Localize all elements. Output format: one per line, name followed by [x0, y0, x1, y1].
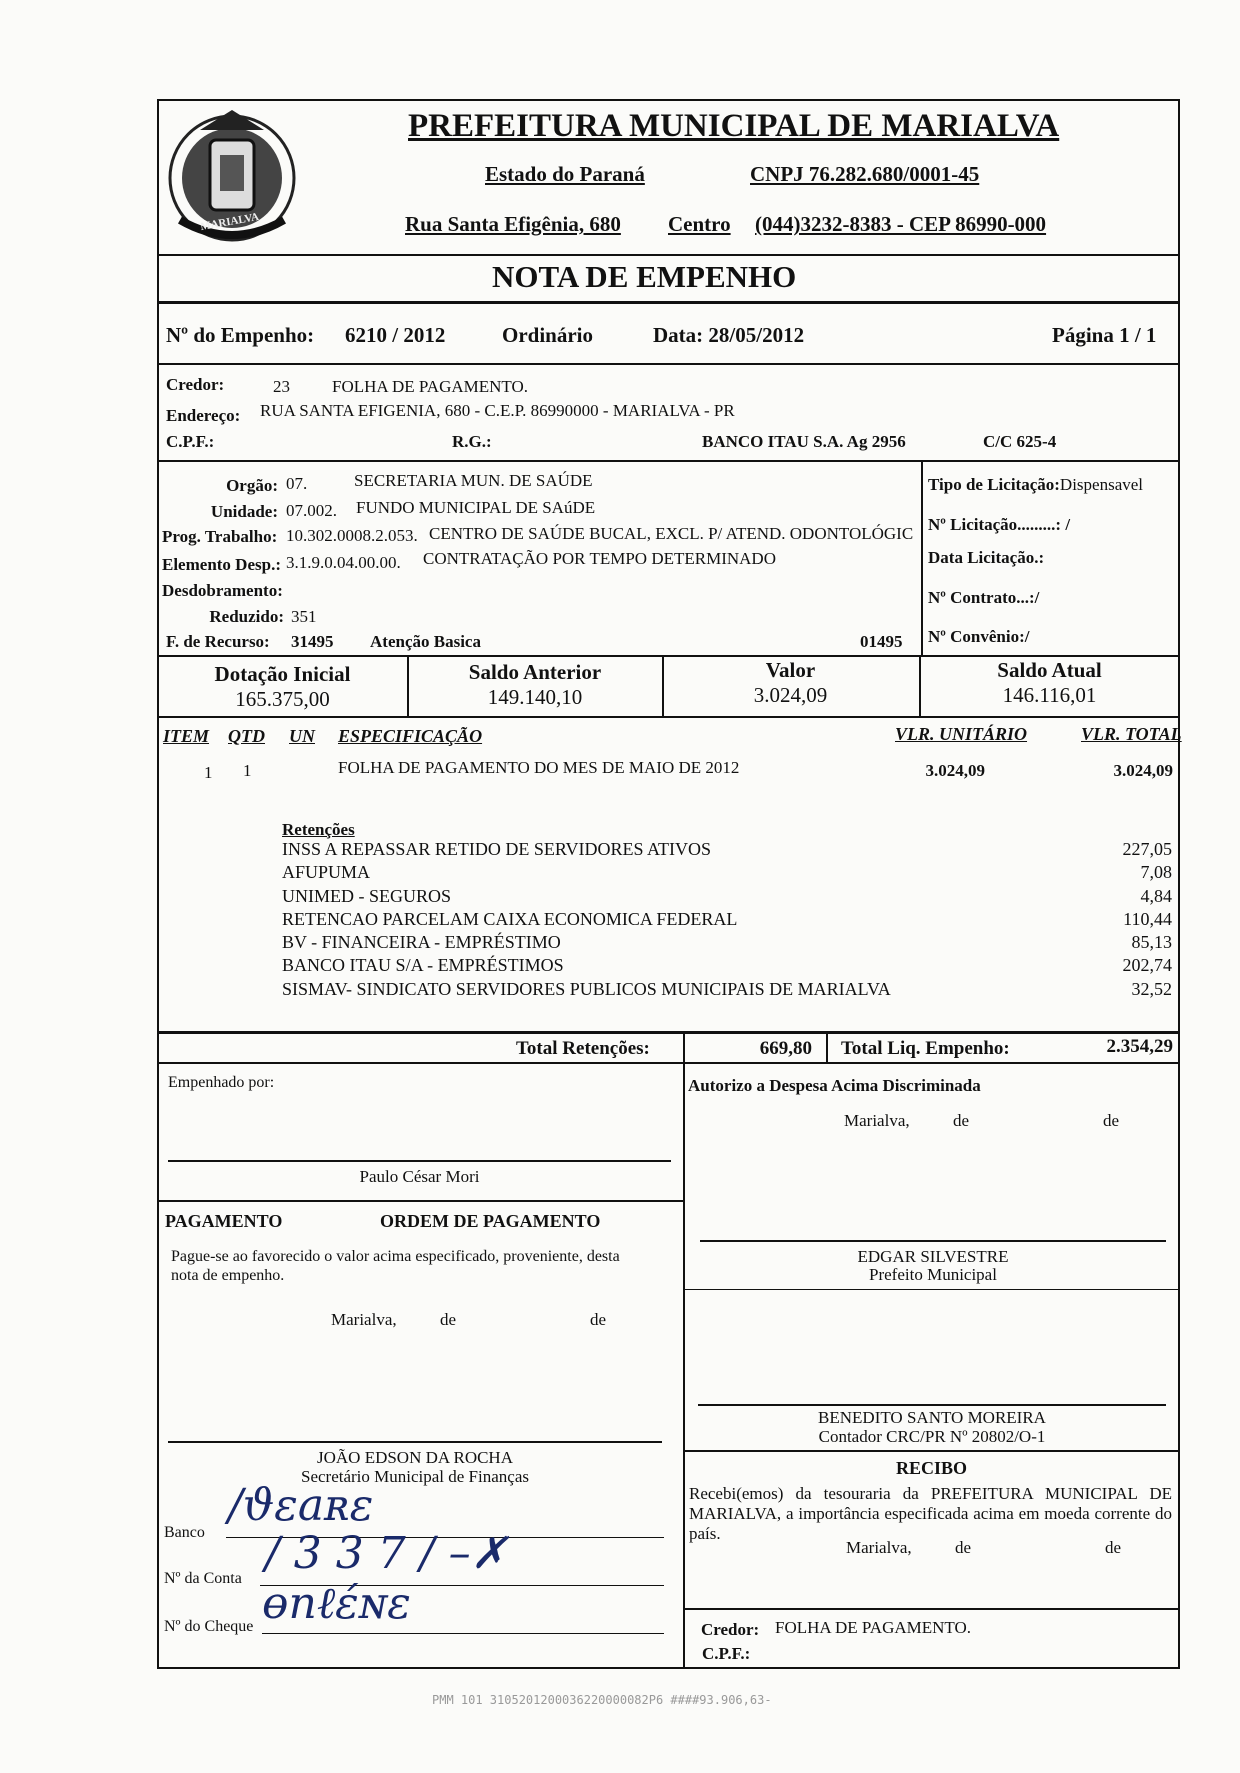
unidade-code: 07.002. [286, 501, 337, 520]
divider [921, 460, 923, 656]
credor-code: 23 [273, 377, 290, 396]
divider [157, 1200, 684, 1202]
pagamento-text: Pague-se ao favorecido o valor acima especificado, proveniente, desta nota de empenho. [171, 1248, 620, 1284]
empenho-date: Data: 28/05/2012 [653, 323, 805, 347]
phone-cep-label: (044)3232-8383 - CEP 86990-000 [755, 212, 1047, 236]
empenho-number: 6210 / 2012 [345, 323, 446, 347]
recibo-de1: de [955, 1538, 972, 1557]
divider [407, 655, 409, 717]
endereco-label: Endereço: [166, 406, 241, 425]
signature-line [700, 1240, 1166, 1242]
footer-code: PMM 101 3105201200036220000082P6 ####93.906,63- [432, 1693, 772, 1707]
recurso-number: 01495 [860, 632, 903, 651]
list-item: UNIMED - SEGUROS 4,84 [282, 885, 1172, 906]
licitacao-date: Data Licitação.: [928, 548, 1045, 567]
orgao-value: SECRETARIA MUN. DE SAÚDE [354, 471, 593, 490]
desd-label: Desdobramento: [162, 581, 283, 600]
empenhado-name: Paulo César Mori [359, 1167, 480, 1186]
contador-role: Contador CRC/PR Nº 20802/O-1 [818, 1427, 1046, 1446]
col-un: UN [289, 726, 315, 746]
licitacao-number: Nº Licitação.........: / [928, 515, 1071, 534]
divider [157, 254, 1180, 256]
signature-line [168, 1160, 671, 1162]
conta-handwriting: / 3 3 7 / –✗ [265, 1528, 508, 1579]
list-item: SISMAV- SINDICATO SERVIDORES PUBLICOS MUNICIPAIS DE MARIALVA 32,52 [282, 978, 1172, 999]
divider [919, 655, 921, 717]
recibo-text: Recebi(emos) da tesouraria da PREFEITURA MUNICIPAL DE MARIALVA, a importância especificada acima em moeda corrente do país. [689, 1484, 1172, 1543]
cheque-line [262, 1633, 664, 1634]
saldo-valor: Valor 3.024,09 [753, 658, 828, 707]
banco-handwriting: /ϑ︎ɛaʀɛ [228, 1480, 374, 1531]
recibo-place: Marialva, [846, 1538, 912, 1557]
col-vlr-unit: VLR. UNITÁRIO [895, 724, 1028, 744]
secretario-role: Secretário Municipal de Finanças [300, 1467, 529, 1486]
recurso-code: 31495 [291, 632, 334, 651]
col-qtd: QTD [228, 726, 265, 746]
divider [683, 1450, 1180, 1452]
retencoes-list [282, 838, 1172, 1001]
saldo-atual: Saldo Atual 146.116,01 [997, 658, 1102, 707]
prog-label: Prog. Trabalho: [162, 527, 278, 546]
recibo-credor-label: Credor: [701, 1620, 760, 1639]
banco-label: Banco [164, 1524, 205, 1541]
list-item: BANCO ITAU S/A - EMPRÉSTIMOS 202,74 [282, 955, 1172, 976]
rg-label: R.G.: [452, 432, 492, 451]
page-number: Página 1 / 1 [1052, 323, 1157, 347]
recibo-title: RECIBO [895, 1458, 967, 1478]
recurso-name: Atenção Basica [370, 632, 481, 651]
recurso-label: F. de Recurso: [166, 632, 270, 651]
pagamento-label: PAGAMENTO [165, 1211, 283, 1231]
ordem-pagamento-label: ORDEM DE PAGAMENTO [380, 1211, 601, 1231]
pagamento-de2: de [590, 1310, 607, 1329]
cpf-label: C.P.F.: [166, 432, 215, 451]
divider [157, 460, 1180, 462]
saldo-anterior: Saldo Anterior 149.140,10 [468, 660, 602, 709]
convenio-number: Nº Convênio:/ [928, 627, 1030, 646]
district-label: Centro [668, 212, 731, 236]
divider [157, 655, 1180, 657]
divider [826, 1031, 828, 1063]
signature-line [698, 1404, 1166, 1406]
divider [157, 301, 1180, 304]
divider [683, 1031, 685, 1669]
state-label: Estado do Paraná [485, 162, 645, 186]
item-number: 1 [204, 763, 213, 782]
divider [157, 363, 1180, 365]
contrato-number: Nº Contrato...:/ [928, 588, 1040, 607]
prog-value: CENTRO DE SAÚDE BUCAL, EXCL. P/ ATEND. ODONTOLÓGIC [429, 524, 914, 543]
reduzido-label: Reduzido: [209, 607, 284, 626]
list-item: BV - FINANCEIRA - EMPRÉSTIMO 85,13 [282, 932, 1172, 953]
col-item: ITEM [163, 726, 210, 746]
address-label: Rua Santa Efigênia, 680 [405, 212, 621, 236]
total-retencoes-value: 669,80 [759, 1038, 812, 1059]
recibo-cpf-label: C.P.F.: [702, 1644, 751, 1663]
saldo-dotacao: Dotação Inicial 165.375,00 [214, 662, 351, 711]
doc-title: NOTA DE EMPENHO [492, 259, 797, 294]
autorizo-de1: de [953, 1111, 970, 1130]
empenho-label: Nº do Empenho: [166, 323, 315, 347]
unidade-value: FUNDO MUNICIPAL DE SAúDE [356, 498, 596, 517]
autorizo-place: Marialva, [844, 1111, 910, 1130]
divider [157, 1031, 1180, 1034]
page-title: PREFEITURA MUNICIPAL DE MARIALVA [408, 108, 1060, 144]
recibo-credor-value: FOLHA DE PAGAMENTO. [775, 1618, 971, 1637]
pagamento-place: Marialva, [331, 1310, 397, 1329]
total-liq-label: Total Liq. Empenho: [841, 1038, 1010, 1059]
list-item: INSS A REPASSAR RETIDO DE SERVIDORES ATIVOS 227,05 [282, 839, 1172, 859]
divider [157, 716, 1180, 718]
total-liq-value: 2.354,29 [1106, 1036, 1173, 1057]
retencoes-title: Retenções [282, 820, 355, 839]
seal-ribbon-text: MARIALVA [199, 210, 260, 234]
banco-value: BANCO ITAU S.A. Ag 2956 [702, 432, 906, 451]
autorizo-label: Autorizo a Despesa Acima Discriminada [688, 1076, 981, 1095]
divider [683, 1289, 1180, 1290]
contador-name: BENEDITO SANTO MOREIRA [818, 1408, 1046, 1427]
endereco-value: RUA SANTA EFIGENIA, 680 - C.E.P. 86990000 - MARIALVA - PR [260, 401, 735, 420]
divider [683, 1608, 1180, 1610]
list-item: AFUPUMA 7,08 [282, 862, 1172, 883]
col-vlr-total: VLR. TOTAL [1081, 724, 1182, 744]
credor-label: Credor: [166, 375, 225, 394]
orgao-label: Orgão: [226, 476, 278, 495]
pagamento-de1: de [440, 1310, 457, 1329]
conta-label: Nº da Conta [164, 1570, 242, 1587]
cc-value: C/C 625-4 [983, 432, 1057, 451]
cnpj-label: CNPJ 76.282.680/0001-45 [750, 162, 980, 186]
prefeito-role: Prefeito Municipal [869, 1265, 997, 1284]
prefeito-name: EDGAR SILVESTRE [857, 1247, 1009, 1266]
item-unit: 3.024,09 [925, 761, 985, 780]
tipo-licitacao: Tipo de Licitação:Dispensavel [928, 475, 1144, 494]
unidade-label: Unidade: [210, 502, 278, 521]
list-item: RETENCAO PARCELAM CAIXA ECONOMICA FEDERAL 110,44 [282, 908, 1172, 929]
divider [157, 1062, 1180, 1064]
cheque-label: Nº do Cheque [164, 1618, 254, 1635]
signature-line [168, 1441, 662, 1443]
municipal-seal-icon [160, 100, 305, 260]
autorizo-de2: de [1103, 1111, 1120, 1130]
credor-name: FOLHA DE PAGAMENTO. [332, 377, 528, 396]
total-retencoes-label: Total Retenções: [516, 1038, 650, 1059]
item-qtd: 1 [243, 761, 252, 780]
empenho-type: Ordinário [502, 323, 594, 347]
prog-code: 10.302.0008.2.053. [286, 526, 418, 545]
elem-value: CONTRATAÇÃO POR TEMPO DETERMINADO [423, 549, 776, 568]
col-espec: ESPECIFICAÇÃO [338, 726, 483, 746]
elem-label: Elemento Desp.: [162, 555, 281, 574]
item-total: 3.024,09 [1113, 761, 1173, 780]
secretario-name: JOÃO EDSON DA ROCHA [317, 1448, 513, 1467]
cheque-handwriting: ɵnℓɛ́ɴɛ [262, 1578, 411, 1629]
reduzido-value: 351 [291, 607, 317, 626]
orgao-code: 07. [286, 474, 308, 493]
item-espec: FOLHA DE PAGAMENTO DO MES DE MAIO DE 2012 [338, 758, 740, 777]
empenhado-label: Empenhado por: [168, 1074, 275, 1091]
elem-code: 3.1.9.0.04.00.00. [286, 553, 401, 572]
recibo-de2: de [1105, 1538, 1122, 1557]
